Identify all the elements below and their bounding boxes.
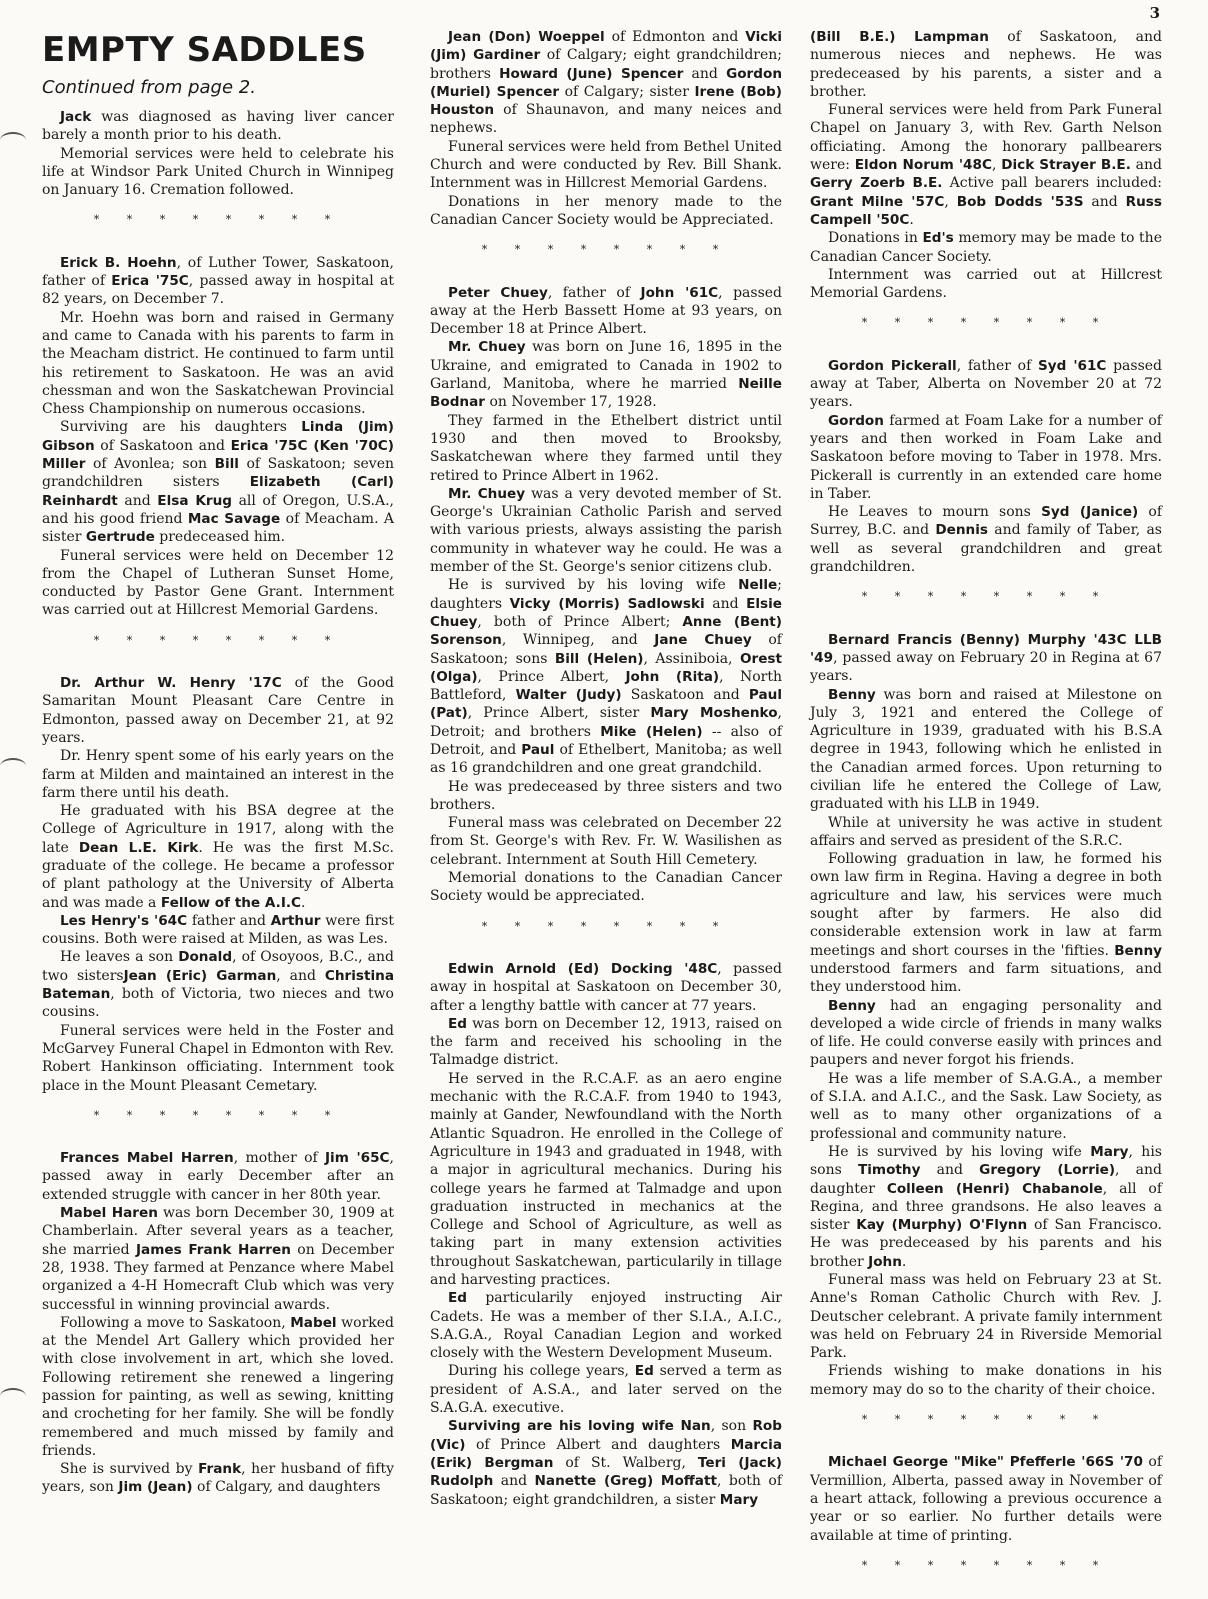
person-name: Peter Chuey xyxy=(448,284,548,301)
person-name: Dennis xyxy=(935,522,988,539)
person-name: Gregory (Lorrie) xyxy=(979,1162,1116,1179)
person-name: Mary xyxy=(1090,1143,1129,1160)
text-run: . xyxy=(901,1253,907,1270)
text-run: Donations in xyxy=(828,230,923,247)
text-run: of Calgary; sister xyxy=(559,83,695,100)
text-run: , both of Prince Albert; xyxy=(477,613,683,630)
person-name: Benny xyxy=(828,997,876,1014)
person-name: Edwin Arnold (Ed) Docking '48C xyxy=(448,960,718,977)
obituary-paragraph xyxy=(810,503,1162,576)
text-run: Surviving are his daughters xyxy=(60,419,302,436)
text-run: , all of Regina, and three grandsons. He also leaves a sister xyxy=(810,1180,1163,1234)
text-run: , and xyxy=(276,967,325,984)
text-run: , mother of xyxy=(233,1150,325,1167)
obituary-heading-paragraph xyxy=(42,1149,394,1204)
obituary-paragraph xyxy=(810,1271,1162,1362)
text-run: , son xyxy=(710,1418,753,1435)
text-run: He was a life member of S.A.G.A., a member of S.I.A. and A.I.C., and the Sask. Law Society, as well as to many other organizations of a professional and community nature. xyxy=(810,1070,1162,1142)
text-run: . xyxy=(909,211,914,228)
obituary-paragraph xyxy=(42,547,394,620)
person-name: Orest (Olga) xyxy=(430,650,783,685)
person-name: Eldon Norum '48C xyxy=(854,157,992,174)
person-name: Elsie Chuey xyxy=(430,595,783,630)
obituary-paragraph xyxy=(810,814,1162,851)
section-divider: * * * * * * * * xyxy=(861,1413,1111,1427)
text-run: and xyxy=(493,1473,535,1490)
text-run: He served in the R.C.A.F. as an aero engine mechanic with the R.C.A.F. from 1940 to 1943, mainly at Gander, Newfoundland with the North Atlantic Squadron. He enrolled in the College of Agriculture in 1943 and graduated in 1948, with a major in agricultural mechanics. During his college years he farmed at Talmadge and upon graduation instructed in mechanics at the College and School of Agriculture, as well as taking part in many extension activities throughout Saskatchewan, particularily in tillage and harvesting practices. xyxy=(430,1070,782,1288)
binder-hole-mark xyxy=(0,132,26,148)
obituary-paragraph xyxy=(430,28,782,138)
text-run: During his college years, xyxy=(448,1363,635,1380)
person-name: Erick B. Hoehn xyxy=(60,254,177,271)
text-run: of Saskatoon; seven grandchildren sisters xyxy=(42,456,395,491)
text-run: Donations in her menory made to the Canadian Cancer Society would be Appreciated. xyxy=(430,193,782,228)
person-name: Paul xyxy=(521,741,555,758)
text-run: memory may be made to the Canadian Cancer Society. xyxy=(810,230,1162,265)
person-name: Ed xyxy=(448,1290,468,1307)
person-name: Fellow of the A.I.C xyxy=(160,894,302,911)
obituary-paragraph xyxy=(42,418,394,546)
text-run: had an engaging personality and developed a wide circle of friends in many walks of life. He could converse easily with princes and paupers and never forgot his friends. xyxy=(810,997,1162,1069)
text-run: , her husband of fifty years, son xyxy=(42,1461,394,1496)
text-run: , father of xyxy=(956,357,1038,374)
person-name: Vicky (Morris) Sadlowski xyxy=(509,595,705,612)
obituary-paragraph xyxy=(430,1289,782,1362)
text-run: , passed away in early December after an extended struggle with cancer in her 80th year. xyxy=(42,1150,394,1203)
text-run: Saskatoon and xyxy=(621,687,749,704)
person-name: Marcia (Erik) Bergman xyxy=(430,1436,782,1471)
obituary-paragraph xyxy=(430,778,782,815)
text-run: of St. Walberg, xyxy=(553,1454,698,1471)
text-run: ; daughters xyxy=(430,577,782,612)
person-name: Mabel Haren xyxy=(60,1205,158,1222)
text-run: of Saskatoon, and numerous nieces and nephews. He was predeceased by his parents, a sister and a brother. xyxy=(810,29,1162,100)
person-name: Paul (Pat) xyxy=(430,687,782,722)
person-name: Ed xyxy=(448,1015,468,1032)
person-name: Jack xyxy=(60,109,92,125)
obituary-paragraph xyxy=(430,1417,782,1508)
text-run: . xyxy=(301,894,306,911)
person-name: Rob (Vic) xyxy=(430,1418,782,1453)
person-name: Linda (Jim) Gibson xyxy=(42,419,394,454)
text-run: , of Osoyoos, B.C., and two sisters xyxy=(42,949,395,984)
text-run: Friends wishing to make donations in his memory may do so to the charity of their choice. xyxy=(810,1363,1162,1398)
person-name: Grant Milne '57C xyxy=(810,193,945,210)
text-run: , both of Victoria, two nieces and two cousins. xyxy=(42,986,394,1021)
obituary-paragraph xyxy=(810,850,1162,996)
column-1 xyxy=(42,28,394,1497)
person-name: Kay (Murphy) O'Flynn xyxy=(856,1217,1028,1234)
page-number: 3 xyxy=(1149,4,1160,22)
binder-hole-mark xyxy=(0,1388,26,1404)
person-name: Gertrude xyxy=(85,529,155,546)
obituary-paragraph xyxy=(430,814,782,869)
text-run: and xyxy=(704,595,747,612)
obituary-paragraph xyxy=(430,576,782,777)
text-run: understood farmers and farm situations, and they understood him. xyxy=(810,960,1162,996)
obituary-heading-paragraph xyxy=(430,960,782,1015)
person-name: Frank xyxy=(198,1461,242,1478)
text-run: Funeral services were held in the Foster and McGarvey Funeral Chapel in Edmonton with Rev. Robert Hankinson officiating. Internment took place in the Mount Pleasant Cemetary. xyxy=(42,1022,394,1094)
obituary-paragraph xyxy=(810,686,1162,814)
person-name: Erica '75C xyxy=(111,273,189,290)
obituary-paragraph xyxy=(42,1022,394,1095)
text-run: , his sons xyxy=(810,1143,1162,1179)
person-name: Anne (Bent) Sorenson xyxy=(430,613,783,649)
obituary-heading-paragraph xyxy=(430,284,782,339)
obituary-paragraph xyxy=(430,869,782,906)
person-name: Michael George "Mike" Pfefferle '66S '70 xyxy=(828,1454,1143,1471)
text-run: was born and raised at Milestone on July 3, 1921 and entered the College of Agriculture in 1939, graduated with his B.S.A degree in 1943, following which he enlisted in the Canadian armed forces. Upon returning to civilian life he entered the College of Law, graduated with his LLB in 1949. xyxy=(810,686,1162,813)
obituary-paragraph xyxy=(810,229,1162,266)
obituary-paragraph xyxy=(42,108,394,145)
section-divider: * * * * * * * * xyxy=(93,633,343,647)
person-name: Mabel xyxy=(290,1314,337,1331)
text-run: , Detroit; and brothers xyxy=(430,705,782,740)
person-name: Syd '61C xyxy=(1037,357,1107,374)
obituary-paragraph xyxy=(810,412,1162,503)
text-run: was diagnosed as having liver cancer barely a month prior to his death. xyxy=(42,109,394,144)
continued-note: Continued from page 2. xyxy=(42,77,256,98)
text-run: , passed away in hospital at Saskatoon on December 30, after a lengthy battle with cancer at 77 years. xyxy=(430,960,783,1014)
person-name: Bob Dodds '53S xyxy=(956,193,1084,210)
text-run: , father of xyxy=(547,284,641,301)
person-name: Christina Bateman xyxy=(42,967,395,1003)
text-run: , Prince Albert, xyxy=(477,668,626,685)
text-run: Active pall bearers included: xyxy=(942,175,1162,192)
obituary-paragraph xyxy=(42,1314,394,1460)
text-run: He was predeceased by three sisters and two brothers. xyxy=(430,778,782,813)
text-run: Funeral services were held on December 12 from the Chapel of Lutheran Sunset Home, conducted by Pastor Gene Grant. Internment was carried out at Hillcrest Memorial Gardens. xyxy=(42,547,394,619)
obituary-paragraph xyxy=(810,101,1162,229)
person-name: Teri (Jack) Rudolph xyxy=(430,1454,782,1490)
text-run: of Meacham. A sister xyxy=(42,510,394,546)
text-run: and xyxy=(920,1162,980,1179)
text-run: Funeral mass was held on February 23 at St. Anne's Roman Catholic Church with Rev. J. Deutscher celebrant. A private family internment was held on February 24 in Riverside Memorial Park. xyxy=(810,1272,1162,1362)
section-divider: * * * * * * * * xyxy=(481,919,731,933)
person-name: Gordon Pickerall xyxy=(828,357,957,374)
person-name: Ed xyxy=(634,1363,654,1380)
person-name: Dr. Arthur W. Henry '17C xyxy=(60,675,282,692)
text-run: He Leaves to mourn sons xyxy=(828,504,1042,521)
person-name: Benny xyxy=(828,686,876,703)
person-name: Dick Strayer B.E. xyxy=(1001,157,1131,174)
person-name: John (Rita) xyxy=(625,668,720,685)
obituary-paragraph xyxy=(430,338,782,411)
text-run: of Calgary; eight grandchildren; brothers xyxy=(430,47,782,82)
person-name: Mac Savage xyxy=(187,510,281,527)
text-run: of Saskatoon; sons xyxy=(430,632,782,667)
text-run: passed away at Taber, Alberta on November 20 at 72 years. xyxy=(810,357,1163,411)
obituary-paragraph xyxy=(42,1204,394,1314)
person-name: Arthur xyxy=(270,912,321,929)
text-run: predeceased him. xyxy=(154,529,286,546)
text-run: particularily enjoyed instructing Air Cadets. He was a member of ther S.I.A., A.I.C., S.A.G.A., Royal Canadian Legion and worked closely with the Western Development Museum. xyxy=(430,1290,782,1362)
text-run: was born on December 12, 1913, raised on the farm and received his schooling in the Talmadge district. xyxy=(430,1015,782,1069)
person-name: Erica '75C (Ken '70C) Miller xyxy=(42,437,394,473)
obituary-paragraph xyxy=(430,1015,782,1070)
section-divider: * * * * * * * * xyxy=(93,213,343,227)
text-run: He is survived by his loving wife xyxy=(828,1143,1091,1160)
person-name: Russ Campell '50C xyxy=(810,193,1162,228)
obituary-paragraph xyxy=(810,1143,1162,1271)
text-run: was born December 30, 1909 at Chamberlain. After several years as a teacher, she married xyxy=(42,1205,394,1258)
text-run: and xyxy=(1083,193,1126,210)
person-name: John '61C xyxy=(640,284,719,301)
person-name: Jim '65C xyxy=(325,1150,390,1167)
text-run: of Edmonton and xyxy=(604,29,746,45)
obituary-paragraph xyxy=(430,193,782,230)
text-run: . He was the first M.Sc. graduate of the college. He became a professor of plant pathology at the University of Alberta and was made a xyxy=(42,839,394,911)
text-run: , and daughter xyxy=(810,1162,1162,1197)
person-name: Timothy xyxy=(858,1162,921,1179)
text-run: worked at the Mendel Art Gallery which provided her with close involvement in art, which she loved. Following retirement she renewed a lingering passion for painting, as well as sewing, knitting and crocheting for her family. She will be fondly remembered and much missed by family and friends. xyxy=(42,1314,394,1459)
text-run: , of Luther Tower, Saskatoon, father of xyxy=(42,254,395,290)
text-run: of Ethelbert, Manitoba; as well as 16 grandchildren and one great grandchild. xyxy=(430,741,782,777)
obituary-paragraph xyxy=(810,1070,1162,1143)
text-run: father and xyxy=(187,912,271,929)
person-name: Nelle xyxy=(738,577,778,594)
person-name: Mary Moshenko xyxy=(650,705,778,722)
section-divider: * * * * * * * * xyxy=(861,590,1111,604)
page-title: EMPTY SADDLES xyxy=(42,30,367,70)
column-3 xyxy=(810,28,1162,1599)
person-name: Jean (Don) Woeppel xyxy=(448,29,605,45)
text-run: on December 28, 1938. They farmed at Penzance where Mabel organized a 4-H Homecraft Club which was very successful in winning provincial awards. xyxy=(42,1241,394,1313)
person-name: Walter (Judy) xyxy=(515,687,622,704)
obituary-heading-paragraph xyxy=(810,357,1162,412)
text-run: of Calgary, and daughters xyxy=(192,1479,381,1496)
text-run: He graduated with his BSA degree at the College of Agriculture in 1917, along with the late xyxy=(42,803,394,856)
text-run: of Saskatoon and xyxy=(94,437,231,454)
text-run: were first cousins. Both were raised at Milden, as was Les. xyxy=(42,912,394,948)
text-run: He is survived by his loving wife xyxy=(448,577,739,594)
text-run: and xyxy=(117,492,158,509)
person-name: Mary xyxy=(719,1491,759,1508)
text-run: was born on June 16, 1895 in the Ukraine, and emigrated to Canada in 1902 to Garland, Manitoba, where he married xyxy=(430,339,782,393)
obituary-heading-paragraph xyxy=(42,674,394,747)
obituary-paragraph xyxy=(42,912,394,949)
obituary-paragraph xyxy=(42,1460,394,1497)
person-name: Donald xyxy=(178,949,233,966)
person-name: Frances Mabel Harren xyxy=(60,1150,234,1167)
binder-hole-mark xyxy=(0,758,26,774)
person-name: Syd (Janice) xyxy=(1041,504,1139,521)
person-name: Jim (Jean) xyxy=(118,1479,193,1496)
person-name: Bill (Helen) xyxy=(554,650,644,667)
person-name: Gerry Zoerb B.E. xyxy=(810,175,943,192)
text-run: , passed away in hospital at 82 years, on December 7. xyxy=(42,273,394,308)
obituary-heading-paragraph xyxy=(42,254,394,309)
text-run: She is survived by xyxy=(60,1461,199,1478)
person-name: Gordon (Muriel) Spencer xyxy=(430,65,783,100)
obituary-paragraph xyxy=(430,1070,782,1290)
section-divider: * * * * * * * * xyxy=(861,1558,1111,1572)
person-name: John xyxy=(868,1253,902,1270)
text-run: While at university he was active in student affairs and served as president of the S.R.C. xyxy=(810,814,1162,849)
text-run: Following graduation in law, he formed his own law firm in Regina. Having a degree in both agriculture and law, his services were much sought after by farmers. He also did considerable extension work in law at farm meetings and short courses in the 'fifties. xyxy=(810,851,1162,959)
text-run: served a term as president of A.S.A., and later served on the S.A.G.A. executive. xyxy=(430,1363,782,1417)
obituary-paragraph xyxy=(430,412,782,485)
obituary-paragraph xyxy=(810,1362,1162,1399)
person-name: Jane Chuey xyxy=(654,632,752,649)
text-run: Internment was carried out at Hillcrest Memorial Gardens. xyxy=(810,266,1162,302)
text-run: Memorial donations to the Canadian Cancer Society would be appreciated. xyxy=(430,870,782,905)
obituary-paragraph xyxy=(42,145,394,200)
obituary-paragraph xyxy=(42,948,394,1021)
person-name: Nanette (Greg) Moffatt xyxy=(534,1473,717,1490)
text-run: Funeral services were held from Park Funeral Chapel on January 3, with Rev. Garth Nelson officiating. Among the honorary pallbearers were: xyxy=(810,102,1162,174)
obituary-paragraph xyxy=(430,138,782,193)
text-run: and xyxy=(1130,157,1163,174)
text-run: Funeral mass was celebrated on December 22 from St. George's with Rev. Fr. W. Wasilishen as celebrant. Internment at South Hill Cemetery. xyxy=(430,815,782,868)
obituary-paragraph xyxy=(430,485,782,576)
person-name: Bill xyxy=(214,456,239,473)
obituary-paragraph xyxy=(810,28,1162,101)
section-divider: * * * * * * * * xyxy=(861,316,1111,330)
text-run: , North Battleford, xyxy=(430,668,783,704)
person-name: Gordon xyxy=(828,412,884,429)
person-name: Dean L.E. Kirk xyxy=(78,839,199,856)
obituary-paragraph xyxy=(42,309,394,419)
column-2 xyxy=(430,28,782,1509)
text-run: was a very devoted member of St. George's Ukrainian Catholic Parish and served with various priests, always assisting the parish community in whatever way he could. He was a member of the St. George's senior citizens club. xyxy=(430,485,782,576)
person-name: Mr. Chuey xyxy=(448,485,526,502)
text-run: , Prince Albert, sister xyxy=(467,705,651,722)
person-name: Colleen (Henri) Chabanole xyxy=(886,1180,1103,1197)
person-name: Ed's xyxy=(922,230,954,247)
obituary-heading-paragraph xyxy=(810,631,1162,686)
text-run: , both of Saskatoon; eight grandchildren, a sister xyxy=(430,1473,782,1508)
text-run: , passed away on February 20 in Regina at 67 years. xyxy=(810,649,1162,685)
person-name: Surviving are his loving wife Nan xyxy=(448,1418,711,1435)
person-name: Neille Bodnar xyxy=(430,376,782,411)
text-run: , xyxy=(991,157,1002,174)
section-divider: * * * * * * * * xyxy=(481,243,731,257)
text-run: They farmed in the Ethelbert district until 1930 and then moved to Brooksby, Saskatchewan where they farmed until they retired to Prince Albert in 1962. xyxy=(430,412,782,484)
person-name: Howard (June) Spencer xyxy=(499,65,684,82)
text-run: Mr. Hoehn was born and raised in Germany and came to Canada with his parents to farm in the Meacham district. He continued to farm until his retirement to Saskatoon. He was an avid chessman and won the Saskatchewan Provincial Chess Championship on numerous occasions. xyxy=(42,309,394,418)
text-run: of the Good Samaritan Mount Pleasant Care Centre in Edmonton, passed away on December 21, at 92 years. xyxy=(42,675,394,746)
text-run: of San Francisco. He was predeceased by his parents and his brother xyxy=(810,1217,1162,1270)
person-name: Benny xyxy=(1114,942,1162,959)
text-run: , xyxy=(944,193,957,210)
text-run: and xyxy=(683,65,727,82)
person-name: Mr. Chuey xyxy=(448,339,526,356)
person-name: Jean (Eric) Garman xyxy=(123,967,277,984)
text-run: Following a move to Saskatoon, xyxy=(60,1314,291,1331)
person-name: Vicki (Jim) Gardiner xyxy=(430,29,782,64)
obituary-paragraph xyxy=(42,802,394,912)
text-run: Dr. Henry spent some of his early years on the farm at Milden and maintained an interest in the farm there until his death. xyxy=(42,748,394,801)
text-run: He leaves a son xyxy=(60,949,179,966)
text-run: , passed away at the Herb Bassett Home at 93 years, on December 18 at Prince Albert. xyxy=(430,284,783,338)
text-run: of Shaunavon, and many neices and nephews. xyxy=(430,102,782,137)
obituary-heading-paragraph xyxy=(810,1453,1162,1544)
text-run: of Prince Albert and daughters xyxy=(465,1436,731,1453)
obituary-paragraph xyxy=(42,747,394,802)
person-name: Irene (Bob) Houston xyxy=(430,83,783,119)
person-name: Elsa Krug xyxy=(157,492,232,509)
text-run: and family of Taber, as well as several grandchildren and great grandchildren. xyxy=(810,522,1162,576)
text-run: of Vermillion, Alberta, passed away in November of a heart attack, following a previous occurence a year or so earlier. No further details were available at time of printing. xyxy=(810,1454,1162,1544)
text-run: , Winnipeg, and xyxy=(501,632,655,649)
person-name: Les Henry's '64C xyxy=(60,912,188,929)
person-name: Bernard Francis (Benny) Murphy '43C LLB '49 xyxy=(810,631,1162,666)
person-name: James Frank Harren xyxy=(136,1241,291,1258)
text-run: farmed at Foam Lake for a number of years and then worked in Foam Lake and Saskatoon before moving to Taber in 1978. Mrs. Pickerall is currently in an extended care home in Taber. xyxy=(810,412,1162,502)
text-run: all of Oregon, U.S.A., and his good friend xyxy=(42,492,395,527)
text-run: Memorial services were held to celebrate his life at Windsor Park United Church in Winnipeg on January 16. Cremation followed. xyxy=(42,145,394,199)
obituary-paragraph xyxy=(430,1362,782,1417)
obituary-paragraph xyxy=(810,266,1162,303)
person-name: Mike (Helen) xyxy=(600,723,703,740)
text-run: Funeral services were held from Bethel United Church and were conducted by Rev. Bill Shank. Internment was in Hillcrest Memorial Gardens. xyxy=(430,138,782,192)
person-name: (Bill B.E.) Lampman xyxy=(810,29,989,45)
obituary-paragraph xyxy=(810,997,1162,1070)
text-run: -- also of Detroit, and xyxy=(430,723,783,758)
text-run: of Avonlea; son xyxy=(85,456,215,473)
text-run: , Assiniboia, xyxy=(643,650,740,667)
text-run: on November 17, 1928. xyxy=(485,394,657,411)
person-name: Elizabeth (Carl) Reinhardt xyxy=(42,474,394,509)
section-divider: * * * * * * * * xyxy=(93,1108,343,1122)
text-run: of Surrey, B.C. and xyxy=(810,504,1163,539)
